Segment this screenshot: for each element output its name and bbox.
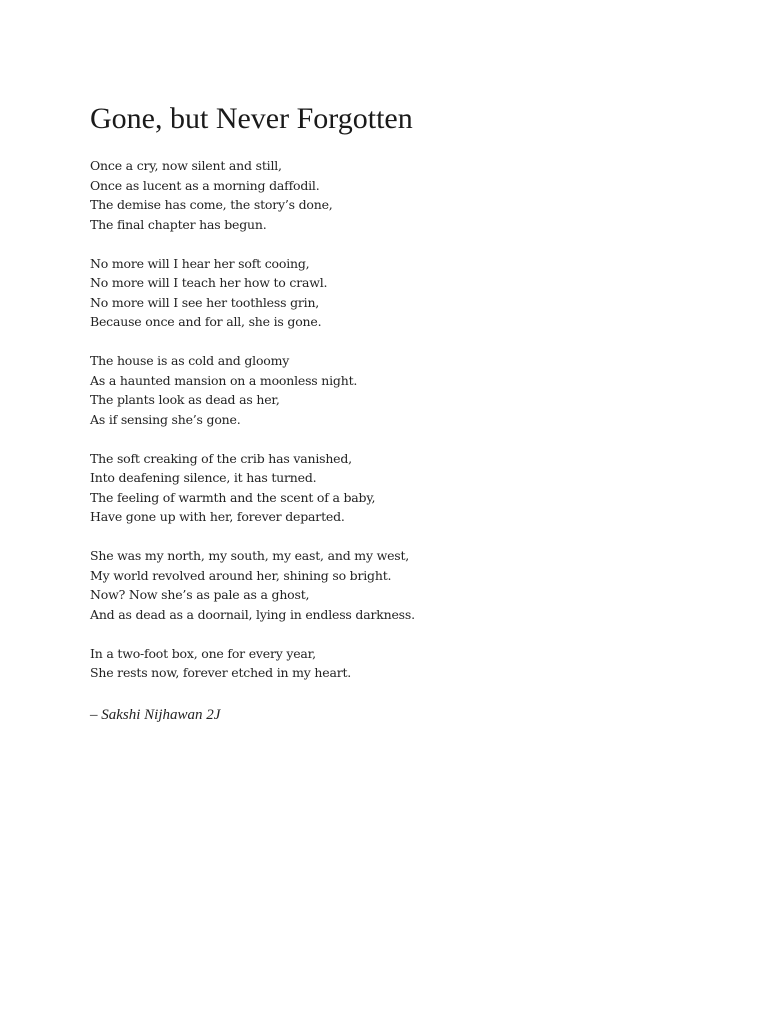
poem-line: The feeling of warmth and the scent of a baby, (90, 489, 376, 505)
poem-line: As a haunted mansion on a moonless night. (90, 372, 358, 388)
poem-body (90, 156, 730, 702)
stanza (90, 156, 730, 234)
poem-line: Have gone up with her, forever departed. (90, 509, 345, 524)
poem-title: Gone, but Never Forgotten (90, 102, 413, 135)
stanza (90, 644, 730, 683)
poem-line: As if sensing she’s gone. (90, 411, 241, 427)
poem-line: Now? Now she’s as pale as a ghost, (90, 587, 310, 602)
poem-line: No more will I see her toothless grin, (90, 294, 320, 310)
poem-line: The plants look as dead as her, (90, 392, 280, 407)
poem-line: The final chapter has begun. (90, 216, 267, 232)
poem-line: In a two-foot box, one for every year, (90, 645, 316, 661)
poem-line: And as dead as a doornail, lying in endless darkness. (90, 606, 415, 622)
poem-line: No more will I hear her soft cooing, (90, 255, 310, 271)
stanza (90, 254, 730, 332)
poem-line: The house is as cold and gloomy (90, 353, 290, 368)
poem-line: The soft creaking of the crib has vanished, (90, 450, 352, 466)
poem-line: My world revolved around her, shining so bright. (90, 567, 392, 583)
stanza (90, 546, 730, 624)
poem-line: She rests now, forever etched in my heart. (90, 665, 352, 680)
poem-line: No more will I teach her how to crawl. (90, 275, 328, 290)
stanza (90, 449, 730, 527)
poem-line: Because once and for all, she is gone. (90, 314, 322, 329)
stanza (90, 351, 730, 429)
poem-line: Once as lucent as a morning daffodil. (90, 177, 320, 193)
poem-line: Into deafening silence, it has turned. (90, 470, 317, 485)
poem-line: She was my north, my south, my east, and my west, (90, 548, 410, 563)
poem-line: The demise has come, the story’s done, (90, 197, 333, 212)
poem-line: Once a cry, now silent and still, (90, 158, 282, 173)
author-signature: – Sakshi Nijhawan 2J (90, 707, 221, 723)
